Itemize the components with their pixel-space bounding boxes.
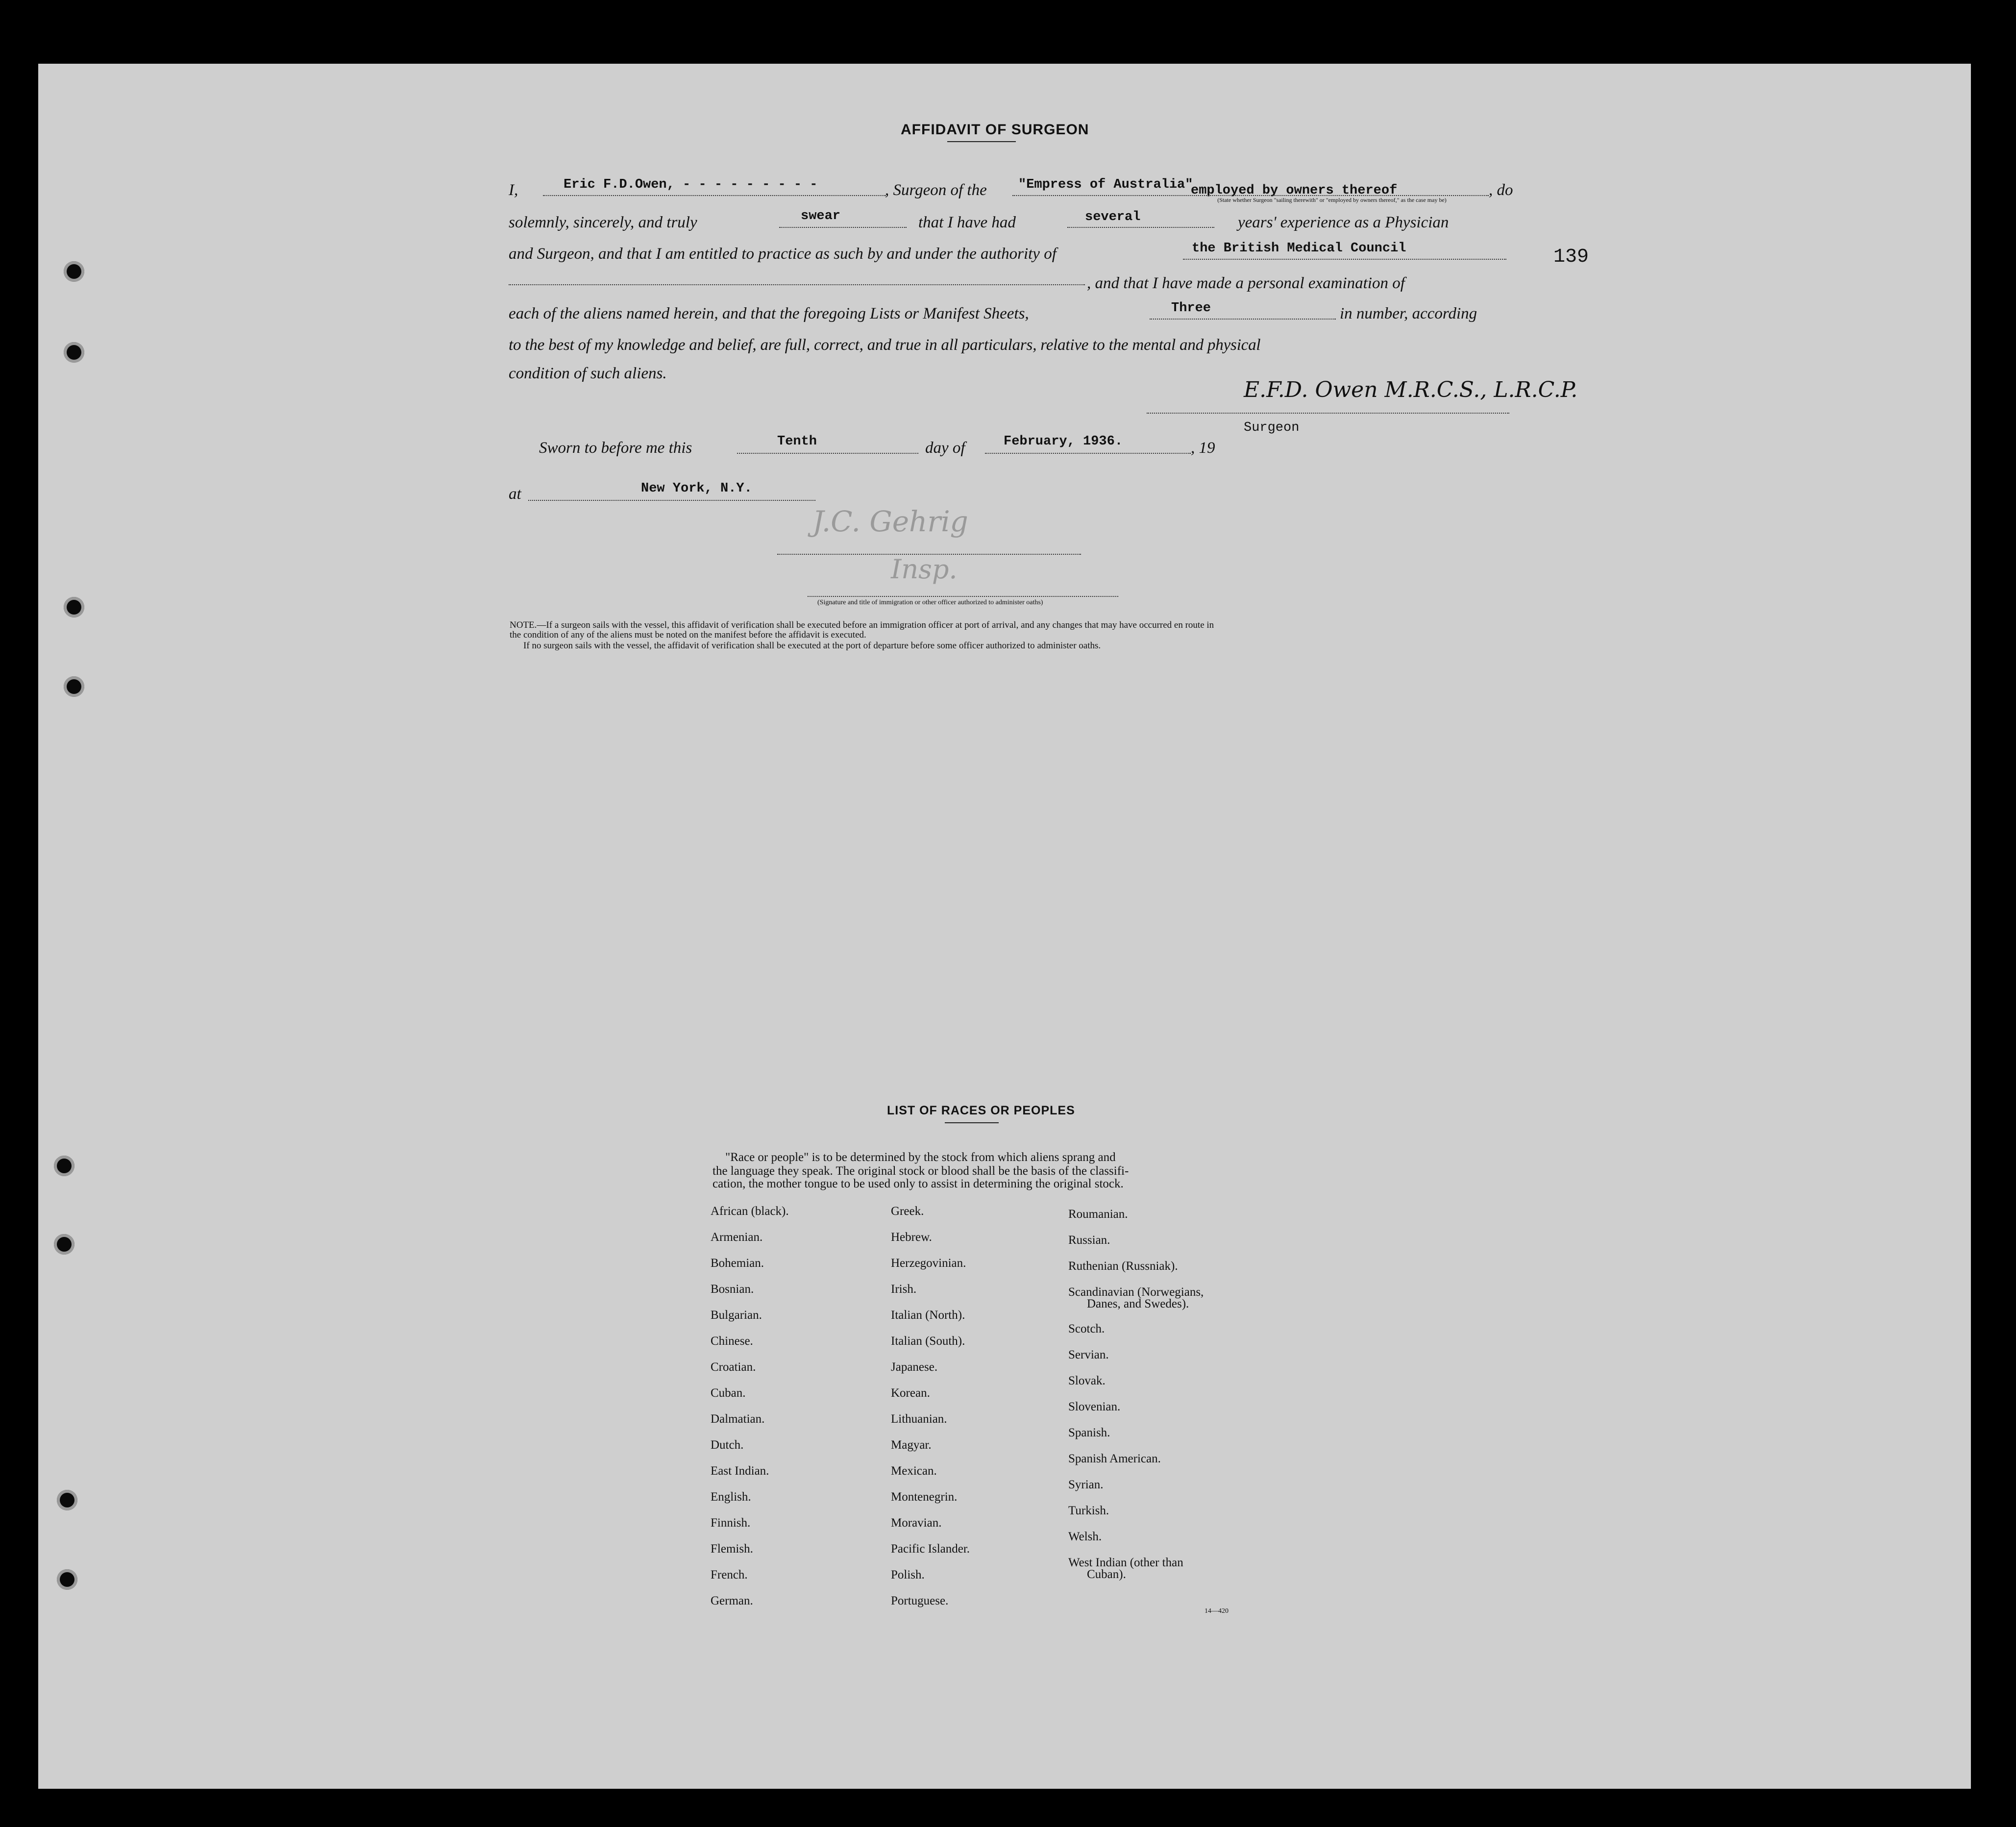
text-solemnly: solemnly, sincerely, and truly [509, 214, 697, 231]
title-underline [947, 141, 1016, 142]
race-item: Turkish. [1068, 1504, 1109, 1517]
race-item: East Indian. [711, 1464, 769, 1478]
race-item: Montenegrin. [891, 1490, 958, 1504]
page-number: 139 [1553, 246, 1589, 268]
text-and-surgeon: and Surgeon, and that I am entitled to practice as such by and under the authority of [509, 245, 1057, 263]
races-title-underline [945, 1122, 999, 1123]
years-line [1067, 227, 1214, 228]
surgeon-name: Eric F.D.Owen, - - - - - - - - - [564, 177, 818, 192]
text-condition: condition of such aliens. [509, 365, 667, 382]
form-code: 14—420 [1205, 1607, 1229, 1615]
race-item: Armenian. [711, 1231, 763, 1244]
race-item: Moravian. [891, 1516, 942, 1530]
employment-note: (State whether Surgeon "sailing therewith" or "employed by owners thereof," as the case may be) [1217, 197, 1447, 203]
race-item: Japanese. [891, 1360, 938, 1374]
text-day-of: day of [925, 439, 965, 457]
race-item: Russian. [1068, 1234, 1110, 1247]
sworn-place: New York, N.Y. [641, 481, 752, 496]
race-item: Chinese. [711, 1334, 753, 1348]
note-line-3: If no surgeon sails with the vessel, the affidavit of verification shall be executed at the port of departure before some officer authorized to administer oaths. [523, 641, 1101, 651]
surgeon-name-line [543, 195, 886, 196]
race-item: Mexican. [891, 1464, 937, 1478]
race-item: Roumanian. [1068, 1208, 1128, 1221]
race-item: Spanish American. [1068, 1452, 1161, 1465]
employment: employed by owners thereof [1191, 183, 1398, 198]
race-item: Slovak. [1068, 1374, 1106, 1387]
authority-line [1183, 259, 1506, 260]
signature-line [1147, 413, 1509, 414]
sworn-month-year: February, 1936. [1004, 434, 1123, 449]
ship-name: "Empress of Australia" [1018, 177, 1193, 192]
officer-title-line [808, 596, 1118, 597]
years: several [1085, 210, 1141, 224]
binder-hole [64, 676, 84, 697]
document-sheet [38, 64, 1971, 1789]
race-item: Cuban). [1087, 1568, 1126, 1581]
race-item: Polish. [891, 1568, 925, 1581]
race-item: Dalmatian. [711, 1412, 765, 1426]
text-i: I, [509, 181, 518, 199]
officer-title-signed: Insp. [891, 554, 958, 585]
text-19: , 19 [1191, 439, 1215, 457]
race-item: German. [711, 1594, 753, 1607]
race-item: Italian (North). [891, 1309, 965, 1322]
race-item: Danes, and Swedes). [1087, 1297, 1189, 1310]
authority-continuation-line [509, 284, 1085, 285]
text-in-number: in number, according [1340, 305, 1477, 322]
race-item: Greek. [891, 1205, 924, 1218]
races-intro-line-3: cation, the mother tongue to be used only to assist in determining the original stock. [713, 1177, 1124, 1190]
races-intro-line-1: "Race or people" is to be determined by the stock from which aliens sprang and [725, 1151, 1116, 1164]
sworn-day-line [737, 453, 918, 454]
binder-hole [64, 342, 84, 363]
text-do: , do [1489, 181, 1513, 199]
sworn-month-line [985, 453, 1191, 454]
text-that-i-have-had: that I have had [918, 214, 1016, 231]
race-item: Scotch. [1068, 1322, 1105, 1335]
race-item: Bohemian. [711, 1257, 764, 1270]
text-surgeon-of-the: , Surgeon of the [885, 181, 987, 199]
text-years-experience: years' experience as a Physician [1238, 214, 1449, 231]
race-item: Herzegovinian. [891, 1257, 966, 1270]
race-item: African (black). [711, 1205, 789, 1218]
affidavit-title: AFFIDAVIT OF SURGEON [901, 122, 1089, 138]
race-item: Welsh. [1068, 1530, 1102, 1543]
signature-label: Surgeon [1244, 420, 1300, 435]
race-item: Cuban. [711, 1386, 746, 1400]
race-item: Finnish. [711, 1516, 751, 1530]
note-line-1: NOTE.—If a surgeon sails with the vessel, this affidavit of verification shall be executed before an immigration officer at port of arrival, and any changes that may have occurred en route in [510, 620, 1214, 630]
race-item: Ruthenian (Russniak). [1068, 1259, 1178, 1273]
sworn-day: Tenth [777, 434, 817, 449]
race-item: Slovenian. [1068, 1400, 1121, 1413]
race-item: French. [711, 1568, 748, 1581]
officer-label: (Signature and title of immigration or other officer authorized to administer oaths) [817, 599, 1043, 606]
text-personal-exam: , and that I have made a personal examination of [1087, 274, 1405, 292]
races-title: LIST OF RACES OR PEOPLES [887, 1104, 1075, 1117]
text-at: at [509, 485, 521, 503]
binder-hole [57, 1569, 77, 1590]
race-item: Magyar. [891, 1438, 932, 1452]
sworn-place-line [528, 500, 815, 501]
race-item: English. [711, 1490, 751, 1504]
note-line-2: the condition of any of the aliens must be noted on the manifest before the affidavit is executed. [510, 630, 866, 640]
race-item: Scandinavian (Norwegians, [1068, 1285, 1204, 1299]
race-item: West Indian (other than [1068, 1556, 1183, 1569]
race-item: Croatian. [711, 1360, 756, 1374]
oath-type: swear [801, 209, 841, 223]
sheet-count: Three [1171, 301, 1211, 316]
officer-signature: J.C. Gehrig [812, 505, 968, 538]
races-intro-line-2: the language they speak. The original stock or blood shall be the basis of the classifi- [713, 1164, 1129, 1178]
race-item: Italian (South). [891, 1334, 965, 1348]
race-item: Syrian. [1068, 1478, 1104, 1491]
race-item: Hebrew. [891, 1231, 932, 1244]
binder-hole [54, 1156, 74, 1176]
ship-line [1012, 195, 1489, 196]
race-item: Bulgarian. [711, 1309, 762, 1322]
surgeon-signature: E.F.D. Owen M.R.C.S., L.R.C.P. [1244, 377, 1578, 402]
race-item: Servian. [1068, 1348, 1109, 1361]
oath-line [779, 227, 907, 228]
race-item: Korean. [891, 1386, 930, 1400]
race-item: Lithuanian. [891, 1412, 947, 1426]
binder-hole [54, 1234, 74, 1255]
binder-hole [64, 261, 84, 282]
race-item: Spanish. [1068, 1426, 1110, 1439]
race-item: Flemish. [711, 1542, 753, 1555]
text-sworn: Sworn to before me this [539, 439, 692, 457]
authority: the British Medical Council [1192, 241, 1406, 256]
race-item: Dutch. [711, 1438, 744, 1452]
race-item: Portuguese. [891, 1594, 949, 1607]
race-item: Pacific Islander. [891, 1542, 970, 1555]
text-each-alien: each of the aliens named herein, and that the foregoing Lists or Manifest Sheets, [509, 305, 1029, 322]
race-item: Irish. [891, 1283, 917, 1296]
binder-hole [64, 597, 84, 617]
text-best-knowledge: to the best of my knowledge and belief, are full, correct, and true in all particulars, relative to the mental and physical [509, 336, 1261, 354]
race-item: Bosnian. [711, 1283, 754, 1296]
binder-hole [57, 1490, 77, 1510]
sheet-count-line [1150, 319, 1336, 320]
